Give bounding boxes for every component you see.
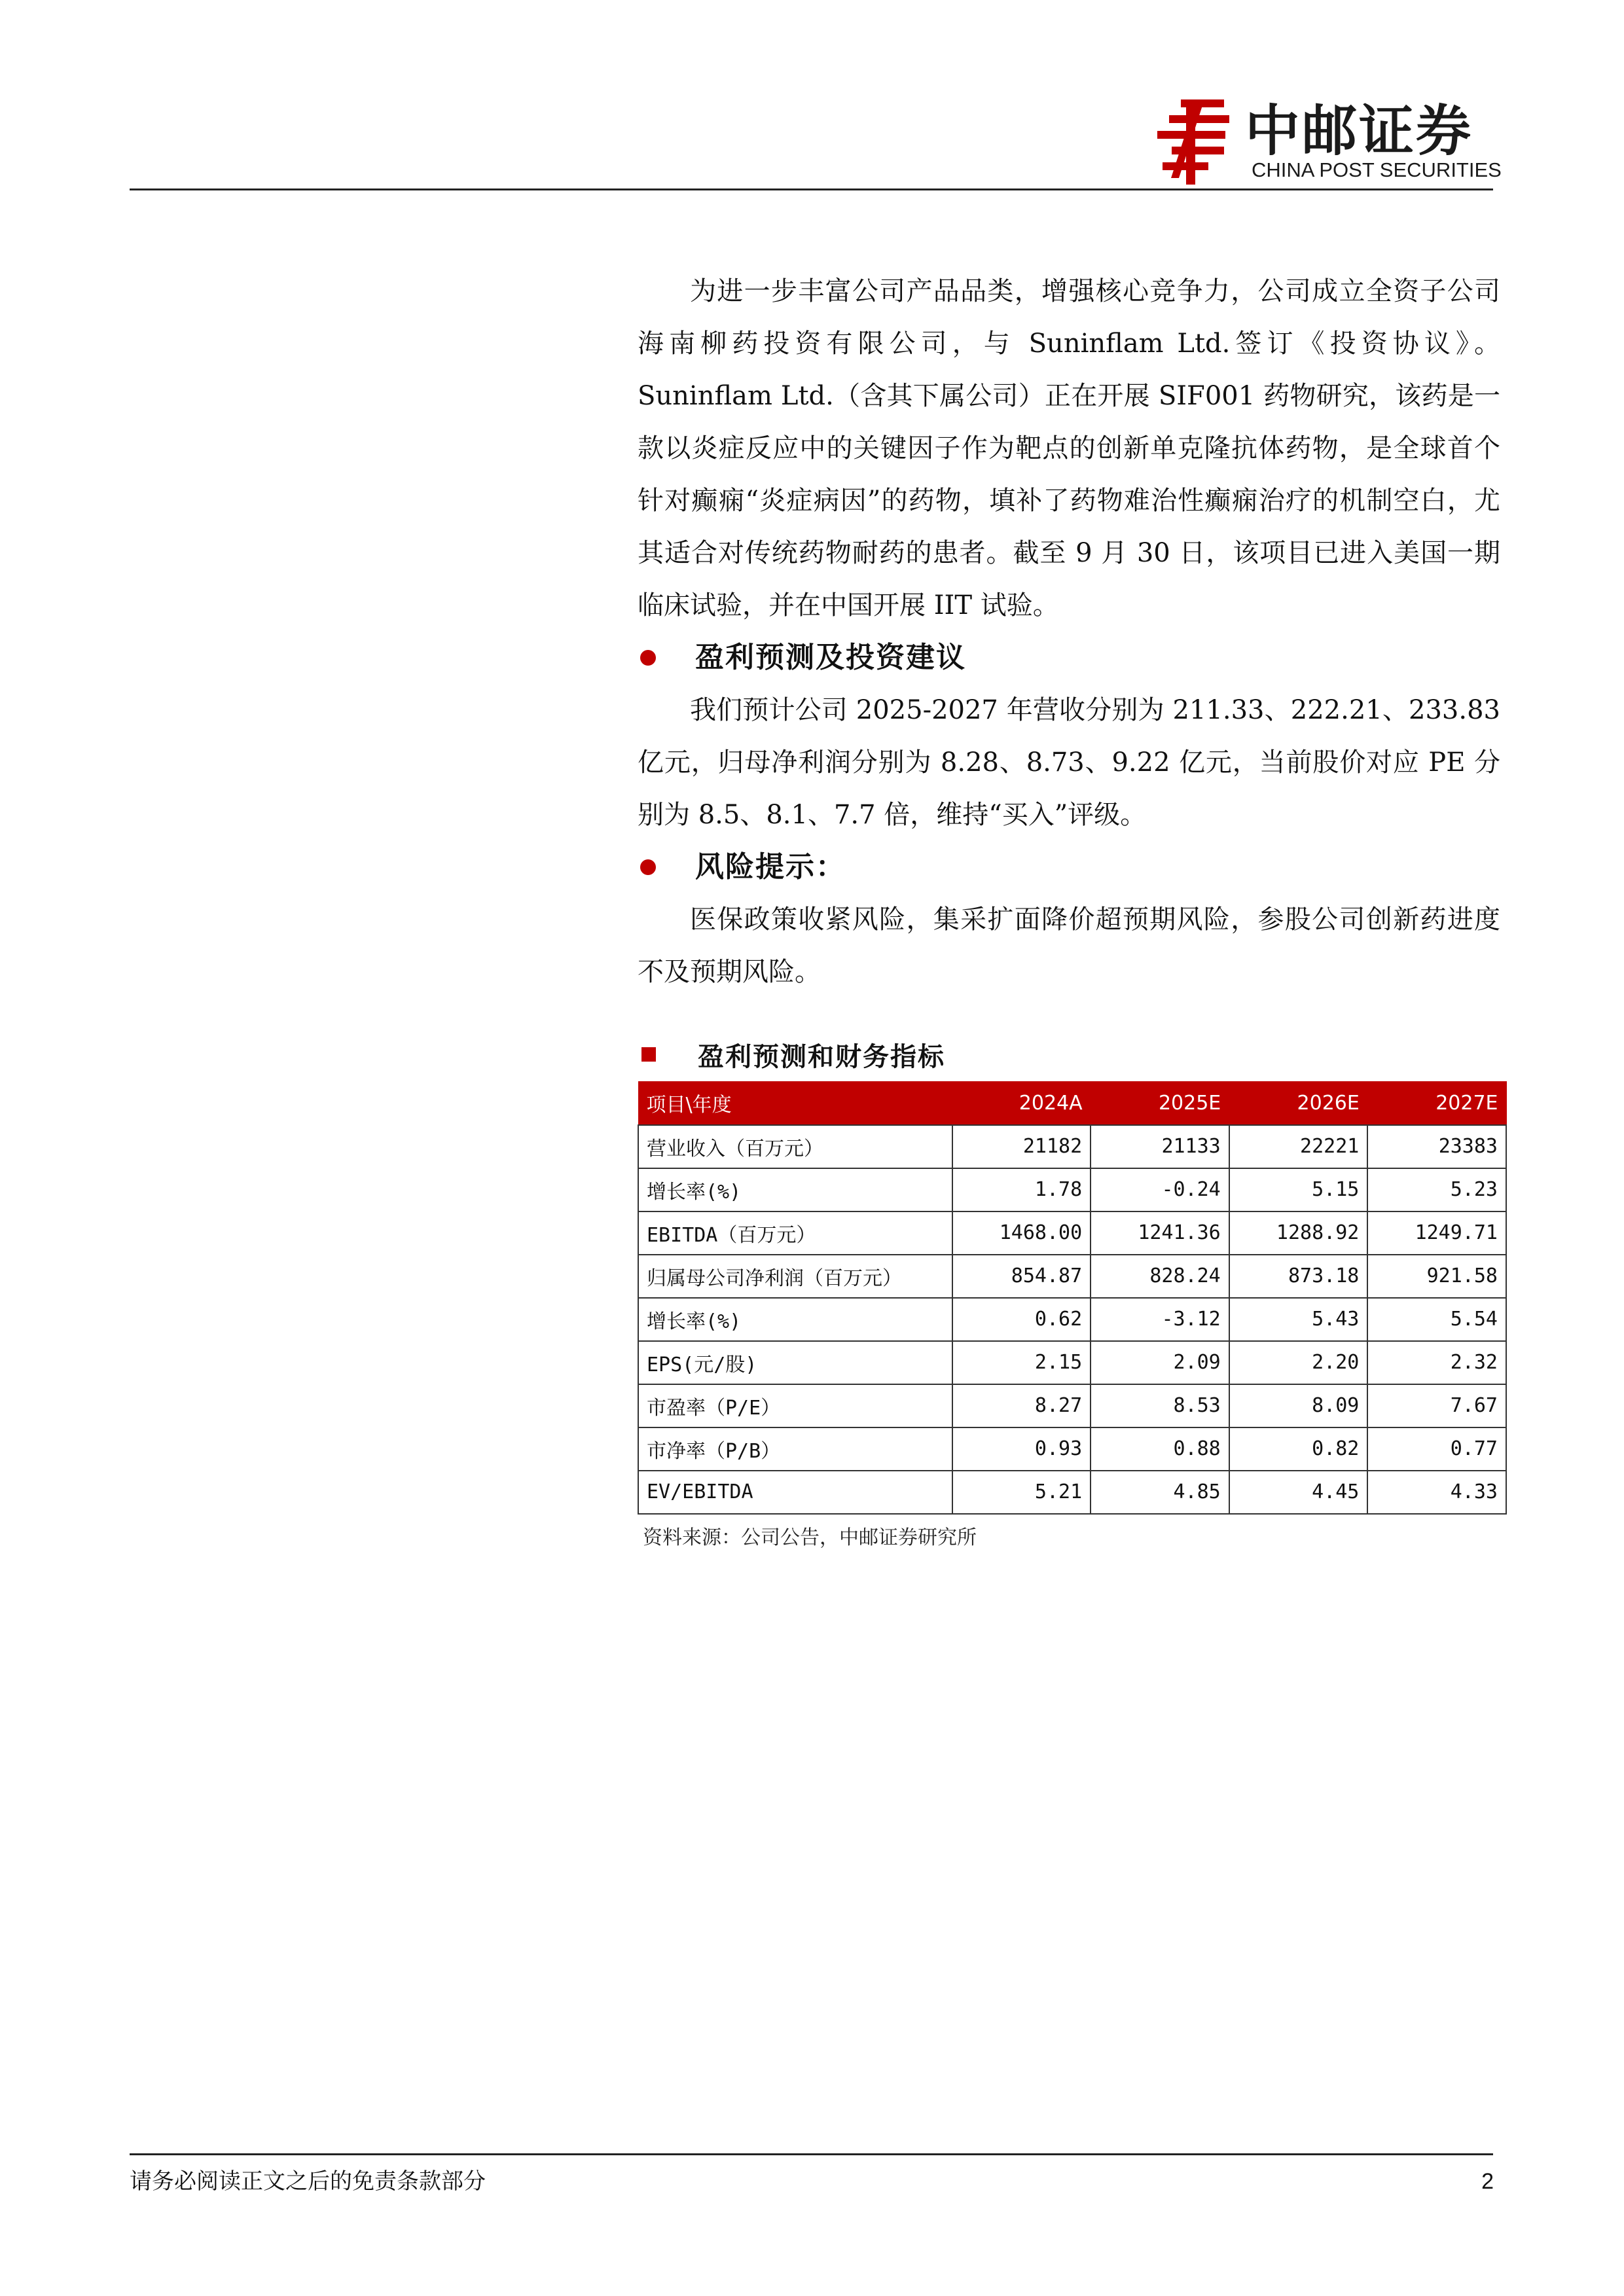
risk-paragraph: 医保政策收紧风险，集采扩面降价超预期风险，参股公司创新药进度不及预期风险。 [638, 905, 1500, 987]
table-header-row [638, 1082, 1506, 1125]
table-cell: 23383 [1367, 1125, 1506, 1168]
intro-paragraph: 为进一步丰富公司产品品类，增强核心竞争力，公司成立全资子公司海南柳药投资有限公司，与 Suninflam Ltd.签订《投资协议》。Suninflam Ltd.（含其下属公司）正在开展 SIF001 药物研究，该药是一款以炎症反应中的关键因子作为靶点的创新单克隆抗体药物，是全球首个针对癫痫“炎症病因”的药物，填补了药物难治性癫痫治疗的机制空白，尤其适合对传统药物耐药的患者。截至 9 月 30 日，该项目已进入美国一期临床试验，并在中国开展 IIT 试验。 [638, 276, 1500, 620]
table-cell: 2.09 [1091, 1341, 1229, 1384]
table-cell: 1468.00 [952, 1211, 1091, 1255]
table-cell: 5.15 [1229, 1168, 1368, 1211]
table-cell: 4.85 [1091, 1471, 1229, 1514]
table-cell: -0.24 [1091, 1168, 1229, 1211]
table-cell: 5.21 [952, 1471, 1091, 1514]
table-cell: 0.82 [1229, 1427, 1368, 1471]
table-cell: 8.27 [952, 1384, 1091, 1427]
table-cell: -3.12 [1091, 1298, 1229, 1341]
table-cell: 1.78 [952, 1168, 1091, 1211]
column-header: 2024A [952, 1082, 1091, 1125]
square-bullet-icon [641, 1047, 656, 1062]
financial-table [638, 1081, 1507, 1515]
table-row [638, 1384, 1506, 1427]
table-cell: 7.67 [1367, 1384, 1506, 1427]
brand-name-cn: 中邮证券 [1245, 99, 1473, 163]
footer-divider [130, 2153, 1493, 2155]
table-cell: 5.54 [1367, 1298, 1506, 1341]
bullet-dot-icon [640, 650, 656, 666]
table-cell: 8.09 [1229, 1384, 1368, 1427]
row-label: 市净率（P/B） [638, 1427, 952, 1471]
table-row [638, 1341, 1506, 1384]
table-title [638, 1033, 1507, 1076]
table-cell: 854.87 [952, 1255, 1091, 1298]
table-cell: 1288.92 [1229, 1211, 1368, 1255]
table-cell: 21182 [952, 1125, 1091, 1168]
header-divider [130, 188, 1493, 190]
table-cell: 21133 [1091, 1125, 1229, 1168]
row-label: 归属母公司净利润（百万元） [638, 1255, 952, 1298]
table-row [638, 1168, 1506, 1211]
table-row [638, 1298, 1506, 1341]
column-header: 2025E [1091, 1082, 1229, 1125]
table-source-note: 资料来源：公司公告，中邮证券研究所 [643, 1526, 977, 1549]
table-title-label: 盈利预测和财务指标 [698, 1041, 945, 1072]
forecast-paragraph: 我们预计公司 2025-2027 年营收分别为 211.33、222.21、233.83 亿元，归母净利润分别为 8.28、8.73、9.22 亿元，当前股价对应 PE 分别为 8.5、8.1、7.7 倍，维持“买入”评级。 [638, 695, 1500, 830]
table-cell: 1241.36 [1091, 1211, 1229, 1255]
row-label: 营业收入（百万元） [638, 1125, 952, 1168]
table-cell: 0.93 [952, 1427, 1091, 1471]
table-cell: 4.33 [1367, 1471, 1506, 1514]
row-label: EBITDA（百万元） [638, 1211, 952, 1255]
main-content [638, 265, 1500, 998]
table-cell: 8.53 [1091, 1384, 1229, 1427]
column-header: 2027E [1367, 1082, 1506, 1125]
brand-name-en: CHINA POST SECURITIES [1252, 158, 1502, 181]
table-cell: 5.23 [1367, 1168, 1506, 1211]
table-row [638, 1211, 1506, 1255]
row-label: 增长率(%) [638, 1168, 952, 1211]
risk-heading [638, 841, 1500, 893]
table-cell: 1249.71 [1367, 1211, 1506, 1255]
row-label: EPS(元/股) [638, 1341, 952, 1384]
table-cell: 0.62 [952, 1298, 1091, 1341]
table-row [638, 1471, 1506, 1514]
column-header: 项目\年度 [638, 1082, 952, 1125]
column-header: 2026E [1229, 1082, 1368, 1125]
footer-disclaimer: 请务必阅读正文之后的免责条款部分 [130, 2168, 486, 2195]
bullet-dot-icon [640, 859, 656, 875]
table-cell: 2.32 [1367, 1341, 1506, 1384]
row-label: 市盈率（P/E） [638, 1384, 952, 1427]
table-row [638, 1255, 1506, 1298]
china-post-securities-logo [1157, 99, 1231, 185]
row-label: 增长率(%) [638, 1298, 952, 1341]
table-cell: 921.58 [1367, 1255, 1506, 1298]
table-cell: 4.45 [1229, 1471, 1368, 1514]
financial-forecast-section [638, 1033, 1507, 1552]
table-cell: 0.77 [1367, 1427, 1506, 1471]
row-label: EV/EBITDA [638, 1471, 952, 1514]
table-cell: 22221 [1229, 1125, 1368, 1168]
table-cell: 828.24 [1091, 1255, 1229, 1298]
table-cell: 5.43 [1229, 1298, 1368, 1341]
page-number: 2 [1481, 2169, 1494, 2194]
table-cell: 873.18 [1229, 1255, 1368, 1298]
table-cell: 0.88 [1091, 1427, 1229, 1471]
risk-heading-label: 风险提示： [695, 850, 846, 884]
table-row [638, 1427, 1506, 1471]
forecast-heading-label: 盈利预测及投资建议 [695, 641, 966, 674]
table-row [638, 1125, 1506, 1168]
table-cell: 2.15 [952, 1341, 1091, 1384]
table-cell: 2.20 [1229, 1341, 1368, 1384]
forecast-heading [638, 632, 1500, 684]
